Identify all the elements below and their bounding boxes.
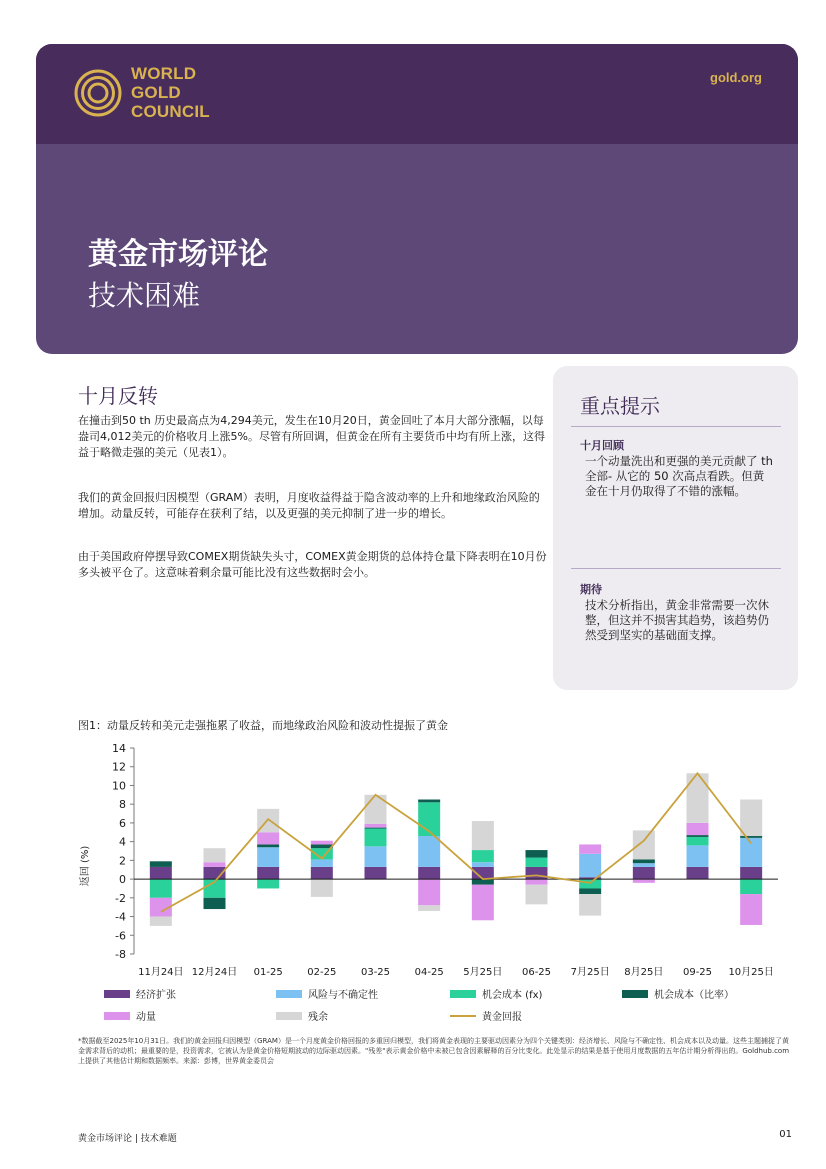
bar-segment — [526, 850, 548, 857]
bar-segment — [633, 830, 655, 859]
bar-segment — [526, 885, 548, 905]
x-tick-label: 03-25 — [360, 967, 391, 978]
gram-stacked-bar-chart — [78, 738, 794, 982]
bar-segment — [365, 824, 387, 828]
bar-segment — [633, 879, 655, 883]
logo-line-3: COUNCIL — [131, 102, 210, 121]
page-number: 01 — [779, 1129, 792, 1140]
y-tick-label: 8 — [119, 798, 126, 812]
legend-swatch — [622, 990, 648, 998]
section-title: 十月反转 — [78, 384, 158, 408]
legend-swatch — [450, 990, 476, 998]
legend-item-fx — [450, 986, 542, 1001]
y-tick-label: -8 — [115, 948, 126, 961]
x-tick-label: 09-25 — [682, 967, 713, 978]
bar-segment — [418, 905, 440, 911]
y-tick-label: 14 — [112, 742, 126, 755]
bar-segment — [472, 862, 494, 867]
bar-segment — [365, 828, 387, 829]
y-tick-label: 12 — [112, 760, 126, 774]
bar-segment — [472, 850, 494, 862]
y-tick-label: -2 — [115, 891, 126, 905]
bar-segment — [311, 879, 333, 897]
legend-item-gold-return — [450, 1008, 522, 1023]
bar-segment — [311, 859, 333, 866]
bar-segment — [150, 861, 172, 867]
sidebar-divider — [571, 426, 781, 427]
bar-segment — [633, 859, 655, 863]
bar-segment — [687, 835, 709, 837]
sidebar-heading-review: 十月回顾 — [580, 439, 624, 452]
logo-wordmark — [131, 64, 210, 121]
legend-swatch — [276, 990, 302, 998]
gold-rings-icon — [73, 68, 123, 118]
bar-segment — [687, 845, 709, 867]
bar-segment — [740, 894, 762, 925]
bar-segment — [687, 867, 709, 879]
bar-segment — [633, 867, 655, 879]
page-subtitle: 技术困难 — [88, 279, 201, 312]
legend-label: 动量 — [136, 1012, 156, 1023]
bar-segment — [526, 879, 548, 885]
legend-item-rate — [622, 986, 734, 1001]
sidebar-text-review: 一个动量洗出和更强的美元贡献了 th 全部- 从它的 50 次高点看跌。但黄金在十月仍取得了不错的涨幅。 — [585, 454, 773, 498]
legend-label: 机会成本 (fx) — [482, 990, 543, 1001]
legend-item-momentum — [104, 1008, 156, 1023]
legend-label: 黄金回报 — [482, 1012, 522, 1023]
bar-segment — [257, 867, 279, 879]
x-axis — [138, 966, 774, 978]
gold-return-line — [161, 773, 751, 912]
bar-segment — [365, 846, 387, 867]
hero-banner — [36, 44, 798, 354]
bar-segment — [687, 773, 709, 823]
logo-line-1: WORLD — [131, 64, 197, 83]
legend-item-residual — [276, 1008, 328, 1023]
x-tick-label: 04-25 — [414, 967, 444, 978]
legend-item-risk — [276, 986, 378, 1001]
bar-segment — [579, 879, 601, 888]
body-paragraph-1: 在撞击到50 th 历史最高点为4,294美元，发生在10月20日，黄金回吐了本月大部分涨幅，以每盎司4,012美元的价格收月上涨5%。尽管有所回调，但黄金在所有主要货币中均有所上涨，这得益于略微走强的美元（见表1）。 — [78, 414, 545, 459]
legend-label: 经济扩张 — [136, 990, 176, 1001]
chart-legend — [104, 986, 784, 1022]
bar-segment — [740, 836, 762, 838]
legend-label: 残余 — [308, 1012, 328, 1023]
y-tick-label: -6 — [115, 929, 126, 943]
y-tick-label: 4 — [119, 835, 126, 849]
legend-swatch — [104, 990, 130, 998]
logo-line-2: GOLD — [131, 83, 181, 102]
bar-segment — [472, 821, 494, 850]
highlights-sidebar — [553, 366, 798, 690]
bar-segment — [740, 800, 762, 837]
sidebar-text-outlook: 技术分析指出，黄金非常需要一次休整，但这并不损害其趋势，该趋势仍然受到坚实的基础面支撑。 — [585, 598, 769, 642]
bar-segment — [418, 879, 440, 905]
page-title: 黄金市场评论 — [88, 237, 268, 272]
bar-segment — [150, 917, 172, 926]
footer-text: 黄金市场评论 | 技术难题 — [78, 1134, 177, 1144]
y-axis — [112, 742, 134, 961]
x-tick-label: 06-25 — [521, 967, 552, 978]
x-tick-label: 10月25日 — [728, 967, 774, 978]
sidebar-title: 重点提示 — [580, 394, 660, 418]
wgc-logo[interactable] — [73, 64, 210, 121]
x-tick-label: 02-25 — [307, 967, 337, 978]
bar-segment — [311, 867, 333, 879]
bar-segment — [526, 858, 548, 867]
body-paragraph-3: 由于美国政府停摆导致COMEX期货缺失头寸，COMEX黄金期货的总体持仓量下降表明在10月份多头被平仓了。这意味着剩余量可能比没有这些数据时会小。 — [78, 550, 547, 579]
bar-segment — [257, 832, 279, 844]
bar-segment — [472, 885, 494, 921]
legend-swatch — [104, 1012, 130, 1020]
bar-segment — [311, 841, 333, 845]
legend-label: 机会成本（比率） — [654, 990, 734, 1001]
bar-segment — [579, 854, 601, 877]
bar-segment — [257, 844, 279, 847]
bar-segment — [204, 848, 226, 862]
x-tick-label: 11月24日 — [138, 967, 184, 978]
y-tick-label: 6 — [119, 816, 126, 830]
x-tick-label: 7月25日 — [570, 967, 610, 978]
bar-segment — [418, 867, 440, 879]
bar-segment — [204, 898, 226, 909]
footnote: *数据截至2025年10月31日。我们的黄金回报归因模型（GRAM）是一个月度黄金价格回报的多重回归模型，我们将黄金表现的主要驱动因素分为四个关键类别：经济增长、风险与不确定性、机会成本以及动量。这些主题捕捉了黄金需求背后的动机；最重要的是，投资需求，它被认为是黄金价格短期波动的边际驱动因素。"残差"表示黄金价格中未被已包含因素解释的百分比变化。此处显示的结果是基于使用月度数据的五年估计期分析得出的。Goldhub.com上提供了其他估计期和数据频率。来源：彭博，世界黄金委员会 — [78, 1037, 790, 1065]
y-tick-label: -4 — [115, 910, 126, 924]
bar-segment — [579, 888, 601, 894]
x-tick-label: 12月24日 — [191, 967, 238, 978]
bar-segment — [740, 867, 762, 879]
y-tick-label: 10 — [112, 779, 126, 793]
bar-segment — [204, 862, 226, 867]
gold-return-line-group — [161, 773, 751, 912]
bar-segment — [418, 800, 440, 803]
x-tick-label: 01-25 — [253, 967, 283, 978]
bar-segment — [150, 879, 172, 898]
bar-segment — [579, 894, 601, 916]
bar-segment — [418, 836, 440, 867]
legend-item-econ — [104, 986, 176, 1001]
bar-segment — [311, 844, 333, 848]
y-tick-label: 2 — [119, 854, 126, 868]
bar-segment — [740, 879, 762, 894]
legend-line-swatch — [450, 1015, 476, 1017]
sidebar-divider — [571, 568, 781, 569]
y-axis-label: 返回 (%) — [80, 845, 91, 887]
bar-segment — [257, 879, 279, 888]
bar-segment — [365, 829, 387, 847]
bar-segment — [633, 863, 655, 867]
legend-label: 风险与不确定性 — [308, 990, 378, 1001]
figure-title: 图1：动量反转和美元走强拖累了收益，而地缘政治风险和波动性提振了黄金 — [78, 719, 448, 732]
bar-segment — [579, 844, 601, 853]
body-paragraph-2: 我们的黄金回报归因模型（GRAM）表明，月度收益得益于隐含波动率的上升和地缘政治风险的增加。动量反转，可能存在获利了结，以及更强的美元抑制了进一步的增长。 — [78, 491, 540, 520]
y-tick-label: 0 — [119, 873, 126, 887]
bar-segment — [150, 867, 172, 879]
x-tick-label: 5月25日 — [463, 967, 503, 978]
sidebar-heading-outlook: 期待 — [580, 583, 602, 596]
bar-segment — [365, 867, 387, 879]
bar-segment — [687, 837, 709, 845]
x-tick-label: 8月25日 — [624, 967, 664, 978]
bar-segment — [257, 847, 279, 867]
bar-segment — [687, 823, 709, 835]
legend-swatch — [276, 1012, 302, 1020]
site-link[interactable]: gold.org — [710, 70, 762, 85]
